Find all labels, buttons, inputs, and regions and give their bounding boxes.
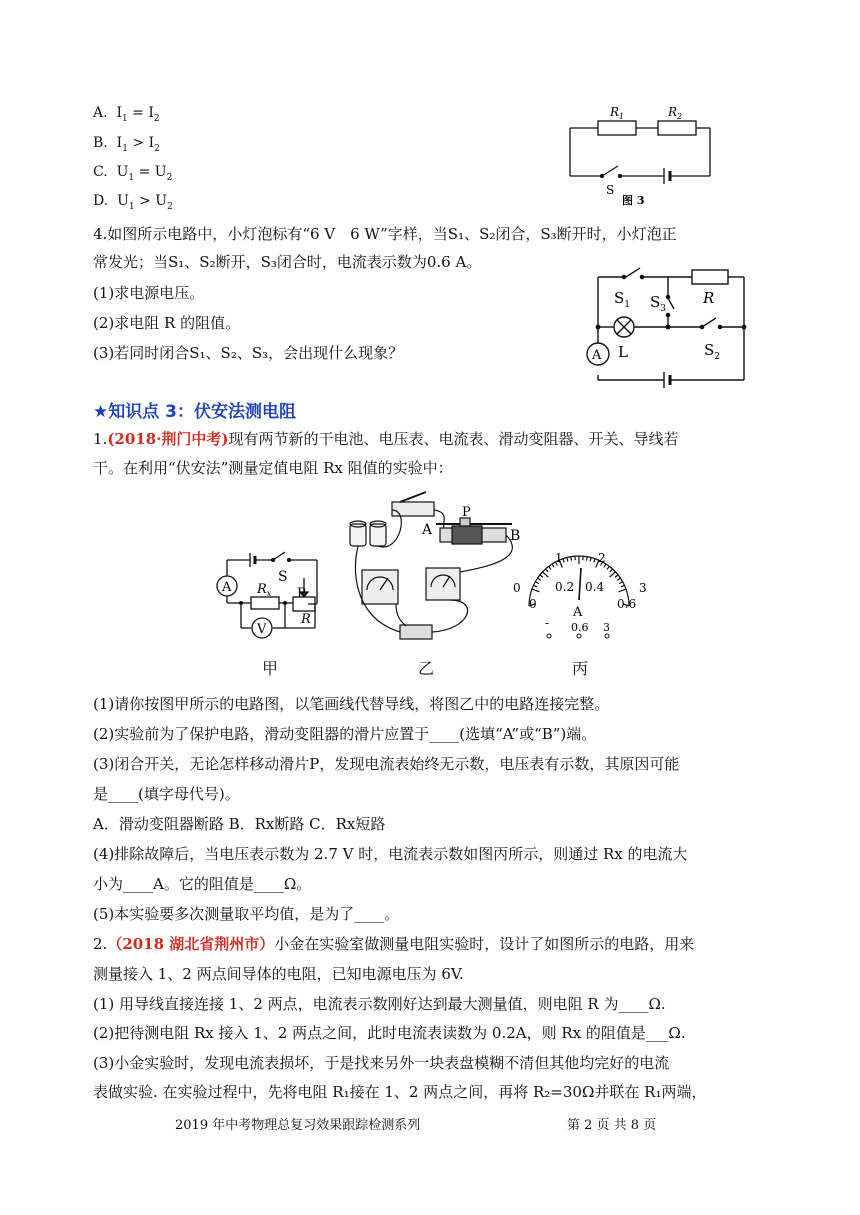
dial-tick	[615, 575, 618, 577]
dial-tick	[549, 566, 551, 569]
dial-tick	[533, 585, 537, 587]
bing-inner-02: 0.2	[555, 580, 575, 594]
yi-b-label: B	[510, 528, 521, 544]
dial-tick	[571, 557, 572, 561]
jia-ammeter-label: A	[222, 580, 232, 595]
fig3-caption: 图 3	[622, 194, 645, 207]
dial-tick	[537, 578, 540, 580]
dial-tick	[540, 575, 543, 577]
option-d: D. $U_1 > U_2$	[93, 193, 173, 212]
yi-p-label: P	[462, 505, 471, 520]
option-a: A. $I_1 = I_2$	[93, 105, 160, 124]
fig-label-bing: 丙	[572, 659, 589, 678]
figure-3-circuit	[560, 98, 720, 208]
dial-ticks	[532, 556, 626, 592]
q4-sub3: (3)若同时闭合S₁、S₂、S₃，会出现什么现象？	[93, 344, 404, 362]
p1-q4-line2: 小为____A。它的阻值是____Ω。	[93, 875, 312, 893]
fig3-r2-label: $R_2$	[668, 105, 683, 121]
dial-tick	[619, 589, 627, 592]
fig4-s2-label: $S_2$	[704, 341, 721, 362]
yi-a-label: A	[422, 522, 433, 538]
p1-q3-line2: 是____(填字母代号)。	[93, 785, 240, 803]
dial-tick	[535, 582, 538, 584]
dial-tick	[594, 559, 595, 563]
p1-q3-line1: (3)闭合开关，无论怎样移动滑片P，发现电流表始终无示数，电压表有示数，其原因可能	[93, 755, 680, 773]
jia-switch-label: S	[278, 569, 288, 585]
bing-top-2: 2	[598, 551, 606, 565]
option-c: C. $U_1 = U_2$	[93, 164, 173, 183]
fig4-ammeter-label: A	[592, 348, 602, 363]
p2-line2: 测量接入 1、2 两点间导体的电阻，已知电源电压为 6V.	[93, 965, 464, 983]
dial-tick	[586, 557, 587, 561]
p1-source: (2018·荆门中考)	[107, 430, 229, 448]
bing-inner-04: 0.4	[585, 580, 605, 594]
p1-q2: (2)实验前为了保护电路，滑动变阻器的滑片应置于____(选填“A”或“B”)端。	[93, 725, 597, 743]
p1-line1: 1.(2018·荆门中考)现有两节新的干电池、电压表、电流表、滑动变阻器、开关、导线若	[93, 430, 679, 448]
dial-tick	[590, 557, 591, 561]
p2-q2: (2)把待测电阻 Rx 接入 1、2 两点之间，此时电流表读数为 0.2A，则 Rx 的阻值是___Ω.	[93, 1024, 686, 1042]
p1-line2: 干。在利用“伏安法”测量定值电阻 Rx 阻值的实验中：	[93, 459, 453, 477]
figure-bing-ammeter-dial	[505, 548, 650, 640]
bing-top-1: 1	[555, 551, 563, 565]
bing-outer-0: 0	[513, 581, 521, 595]
q4-line1: 4.如图所示电路中，小灯泡标有“6 V 6 W”字样，当S₁、S₂闭合，S₃断开时，小灯泡正	[93, 225, 677, 243]
dial-tick	[532, 589, 540, 592]
dial-tick	[621, 585, 625, 587]
dial-tick	[619, 582, 622, 584]
figure-jia-circuit	[205, 548, 340, 643]
p2-q3-line1: (3)小金实验时，发现电流表损坏，于是找来另外一块表盘模糊不清但其他均完好的电流	[93, 1054, 670, 1072]
bing-terminal-neg: -	[545, 616, 550, 630]
dial-tick	[610, 572, 616, 577]
p1-q1: (1)请你按图甲所示的电路图，以笔画线代替导线，将图乙中的电路连接完整。	[93, 695, 610, 713]
fig4-s1-label: $S_1$	[614, 289, 631, 310]
dial-tick	[552, 564, 554, 567]
footer-series: 2019 年中考物理总复习效果跟踪检测系列	[175, 1118, 421, 1133]
bing-terminal-06-post	[577, 634, 581, 638]
q4-sub1: (1)求电源电压。	[93, 284, 205, 302]
jia-p-label: P	[297, 586, 306, 601]
jia-voltmeter-label: V	[257, 622, 267, 637]
q4-line2: 常发光；当S₁、S₂断开，S₃闭合时，电流表示数为0.6 A。	[93, 253, 482, 271]
dial-tick	[543, 572, 549, 577]
fig-label-jia: 甲	[262, 659, 279, 678]
fig3-r1-label: $R_1$	[610, 105, 625, 121]
jia-rx-label: $R_x$	[257, 582, 272, 598]
bing-outer-3: 3	[639, 581, 647, 595]
q4-sub2: (2)求电阻 R 的阻值。	[93, 314, 241, 332]
footer-page-number: 第 2 页 共 8 页	[567, 1118, 657, 1133]
fig3-switch-label: S	[606, 183, 615, 197]
bing-terminal-3-post	[605, 634, 609, 638]
figure-yi-apparatus	[340, 490, 530, 645]
p2-source: （2018 湖北省荆州市）	[107, 935, 275, 953]
p2-q1: (1) 用导线直接连接 1、2 两点，电流表示数刚好达到最大测量值，则电阻 R 为____Ω.	[93, 995, 666, 1013]
bing-bottom-0: 0	[529, 597, 537, 611]
p1-q3-options: A．滑动变阻器断路 B．Rx断路 C．Rx短路	[93, 815, 386, 833]
dial-tick	[610, 569, 613, 572]
p1-q4-line1: (4)排除故障后，当电压表示数为 2.7 V 时，电流表示数如图丙所示，则通过 Rx 的电流大	[93, 845, 688, 863]
option-b: B. $I_1 > I_2$	[93, 135, 160, 154]
dial-tick	[545, 569, 548, 572]
bing-terminal-3: 3	[603, 621, 610, 634]
dial-tick	[563, 559, 564, 563]
bing-terminal-06: 0.6	[571, 621, 589, 634]
section-heading: ★知识点 3：伏安法测电阻	[93, 402, 296, 422]
dial-tick	[607, 566, 609, 569]
fig4-s3-label: $S_3$	[650, 293, 667, 314]
p1-q5: (5)本实验要多次测量取平均值，是为了____。	[93, 905, 400, 923]
dial-tick	[567, 557, 568, 561]
bing-bottom-06: 0.6	[617, 597, 637, 611]
dial-tick	[617, 578, 620, 580]
fig-label-yi: 乙	[418, 659, 435, 678]
fig4-lamp-label: L	[618, 343, 628, 361]
fig4-r-label: R	[703, 289, 715, 307]
figure-4-circuit	[570, 265, 760, 390]
bing-unit: A	[573, 605, 583, 620]
jia-r-label: R	[301, 612, 311, 627]
p2-line1: 2.（2018 湖北省荆州市）小金在实验室做测量电阻实验时，设计了如图所示的电路，用来	[93, 935, 695, 953]
p2-q3-line2: 表做实验. 在实验过程中，先将电阻 R₁接在 1、2 两点之间，再将 R₂=30Ω并联在 R₁两端，	[93, 1083, 707, 1101]
bing-terminal-neg-post	[547, 634, 551, 638]
